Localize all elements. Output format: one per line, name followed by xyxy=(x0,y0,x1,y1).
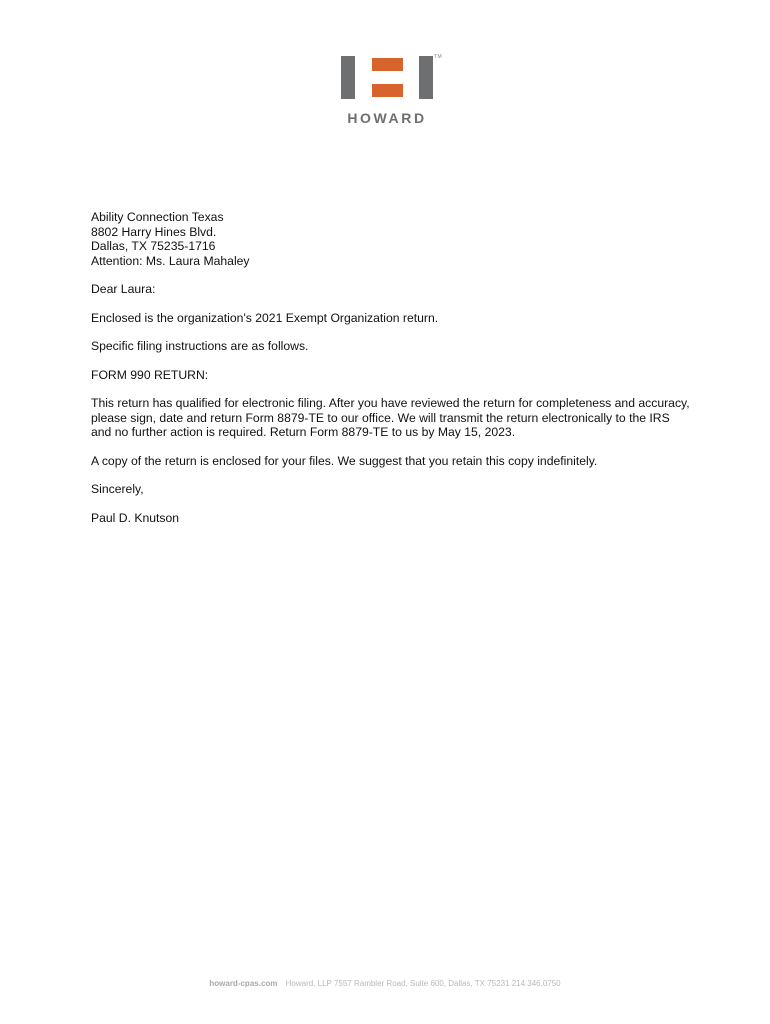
logo-left-bar xyxy=(341,56,355,99)
letter-body xyxy=(91,210,691,539)
address-line: Dallas, TX 75235-1716 xyxy=(91,239,216,253)
paragraph-copy: A copy of the return is enclosed for your files. We suggest that you retain this copy indefinitely. xyxy=(91,453,598,468)
signer-name: Paul D. Knutson xyxy=(91,510,180,525)
closing: Sincerely, xyxy=(91,482,144,496)
recipient-address xyxy=(91,210,691,268)
paragraph-enclosed: Enclosed is the organization's 2021 Exempt Organization return. xyxy=(91,310,439,325)
footer-address: Howard, LLP 7557 Rambler Road, Suite 600, Dallas, TX 75231 214.346.0750 xyxy=(285,979,561,988)
logo-top-block xyxy=(372,58,403,71)
paragraph-efile: This return has qualified for electronic filing. After you have reviewed the return for completeness and accuracy, please sign, date and return Form 8879-TE to our office. We will transmit the return electronically to the IRS and no further action is required. Return Form 8879-TE to us by May 15, 2023. xyxy=(91,396,690,439)
page-footer xyxy=(0,979,770,988)
address-line: Ability Connection Texas xyxy=(91,210,224,224)
howard-logo xyxy=(338,54,446,128)
logo-wordmark: HOWARD xyxy=(347,110,427,126)
paragraph-instructions: Specific filing instructions are as follows. xyxy=(91,339,309,353)
logo-right-bar xyxy=(419,56,433,99)
logo-bottom-block xyxy=(372,84,403,97)
address-line: 8802 Harry Hines Blvd. xyxy=(91,224,217,239)
logo-trademark: TM xyxy=(434,54,443,60)
footer-website: howard-cpas.com xyxy=(209,979,278,988)
address-line: Attention: Ms. Laura Mahaley xyxy=(91,253,250,268)
salutation: Dear Laura: xyxy=(91,282,156,296)
paragraph-form-heading: FORM 990 RETURN: xyxy=(91,367,209,382)
